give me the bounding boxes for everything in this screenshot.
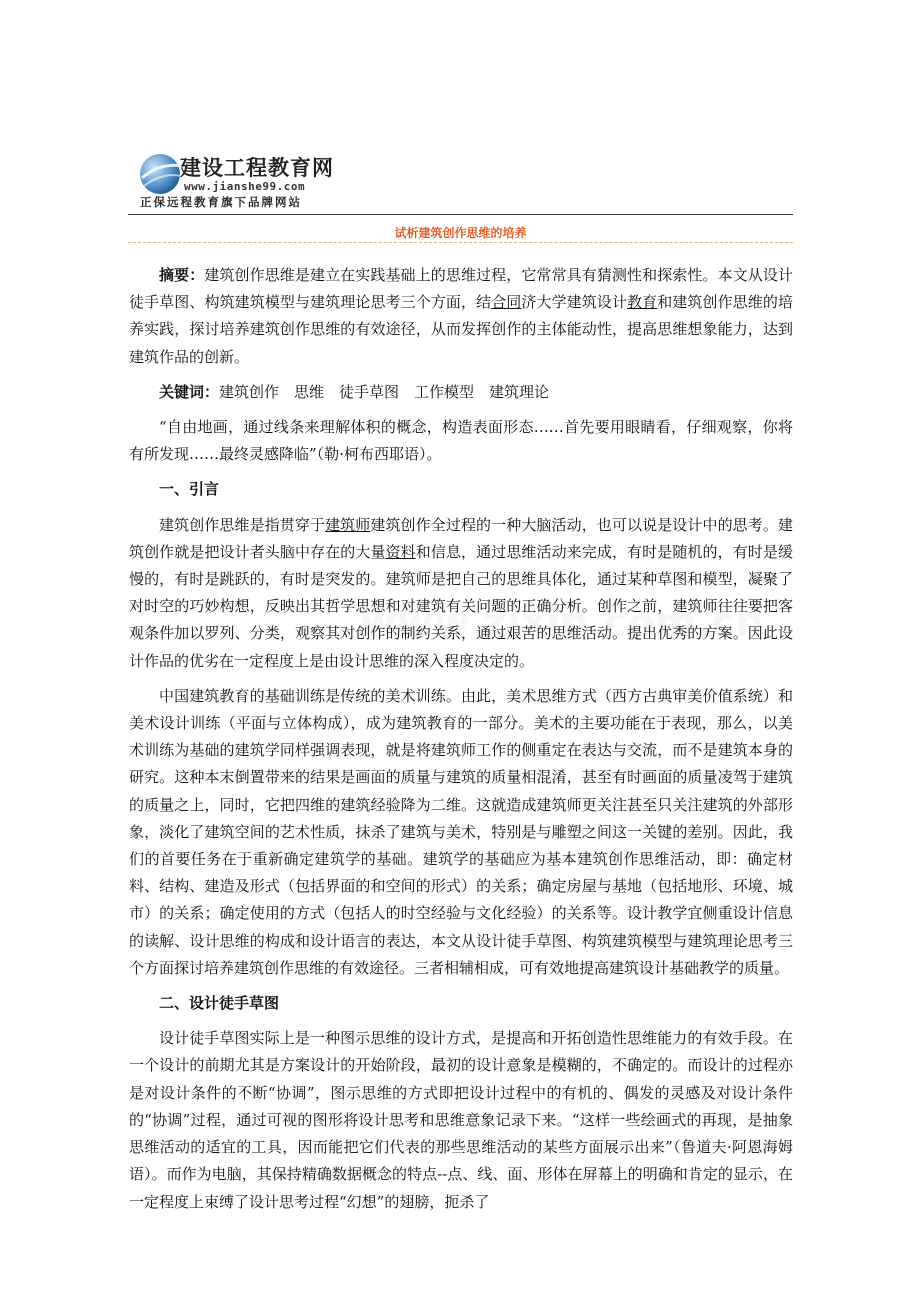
section-heading-intro: 一、引言 [159,480,220,499]
paragraph-text: 建筑创作全过程的一种大脑活动，也可以说是设计中的思考。建筑创作就是把设计者头脑中存在的大量 [129,515,793,561]
sketch-paragraph-1: 设计徒手草图实际上是一种图示思维的设计方式，是提高和开拓创造性思维能力的有效手段。在一个设计的前期尤其是方案设计的开始阶段，最初的设计意象是模糊的，不确定的。而设计的过程亦是对设计条件的不断“协调”，图示思维的方式即把设计过程中的有机的、偶发的灵感及对设计条件的“协调”过程，通过可视的图形将设计思考和思维意象记录下来。“这样一些绘画式的再现，是抽象思维活动的适宜的工具，因而能把它们代表的那些思维活动的某些方面展示出来”（鲁道夫·阿恩海姆语）。而作为电脑，其保持精确数据概念的特点--点、线、面、形体在屏幕上的明确和肯定的显示，在一定程度上束缚了设计思考过程“幻想”的翅膀，扼杀了 [129,1029,793,1211]
abstract-label: 摘要： [159,266,205,284]
abstract-paragraph [129,262,793,371]
quote-paragraph: “自由地画，通过线条来理解体积的概念，构造表面形态……首先要用眼睛看，仔细观察，你将有所发现……最终灵感降临”（勒·柯布西耶语）。 [129,418,793,464]
abstract-text: 和建筑创作思维的培养实践，探讨培养建筑创作思维的有效途径，从而发挥创作的主体能动性，提高思维想象能力，达到建筑作品的创新。 [129,293,793,366]
section-heading-sketch: 二、设计徒手草图 [159,994,280,1013]
link-jiaoyu[interactable]: 教育 [627,293,658,312]
link-jianzhushi[interactable]: 建筑师 [325,515,371,534]
keywords-text: 建筑创作 思维 徒手草图 工作模型 建筑理论 [219,382,550,401]
link-hetong[interactable]: 合同 [491,293,522,312]
abstract-text: 建筑创作思维是建立在实践基础上的思维过程，它常常具有猜测性和探索性。本文从设计徒手草图、构筑建筑模型与建筑理论思考三个方面，结 [129,266,793,312]
title-divider [128,242,793,243]
article-title: 试析建筑创作思维的培养 [394,226,527,240]
logo-title: 建设工程教育网 [180,156,334,180]
article-body [129,262,793,1224]
paragraph-text: 建筑创作思维是指贯穿于 [159,515,326,534]
header-divider [128,214,793,215]
intro-paragraph-2: 中国建筑教育的基础训练是传统的美术训练。由此，美术思维方式（西方古典审美价值系统）和美术设计训练（平面与立体构成），成为建筑教育的一部分。美术的主要功能在于表现，那么，以美术训练为基础的建筑学同样强调表现，就是将建筑师工作的侧重定在表达与交流，而不是建筑本身的研究。这种本末倒置带来的结果是画面的质量与建筑的质量相混淆，甚至有时画面的质量凌驾于建筑的质量之上，同时，它把四维的建筑经验降为二维。这就造成建筑师更关注甚至只关注建筑的外部形象，淡化了建筑空间的艺术性质，抹杀了建筑与美术，特别是与雕塑之间这一关键的差别。因此，我们的首要任务在于重新确定建筑学的基础。建筑学的基础应为基本建筑创作思维活动，即：确定材料、结构、建造及形式（包括界面的和空间的形式）的关系；确定房屋与基地（包括地形、环境、城市）的关系；确定使用的方式（包括人的时空经验与文化经验）的关系等。设计教学宜侧重设计信息的读解、设计思维的构成和设计语言的表达，本文从设计徒手草图、构筑建筑模型与建筑理论思考三个方面探讨培养建筑创作思维的有效途径。三者相辅相成，可有效地提高建筑设计基础教学的质量。 [129,686,793,977]
keywords-paragraph [129,379,793,406]
link-ziliao[interactable]: 资料 [385,542,416,561]
logo-url: www.jianshe99.com [184,180,306,193]
intro-paragraph-1 [129,512,793,675]
abstract-text: 济大学建筑设计 [521,293,628,312]
keywords-label: 关键词： [159,382,220,401]
site-logo[interactable] [136,148,346,210]
logo-slogan: 正保远程教育旗下品牌网站 [140,195,302,209]
paragraph-text: 和信息，通过思维活动来完成，有时是随机的，有时是缓慢的，有时是跳跃的，有时是突发的。建筑师是把自己的思维具体化，通过某种草图和模型，凝聚了对时空的巧妙构想，反映出其哲学思想和对建筑有关问题的正确分析。创作之前，建筑师往往要把客观条件加以罗列、分类，观察其对创作的制约关系，通过艰苦的思维活动。提出优秀的方案。因此设计作品的优劣在一定程度上是由设计思维的深入程度决定的。 [129,542,793,670]
